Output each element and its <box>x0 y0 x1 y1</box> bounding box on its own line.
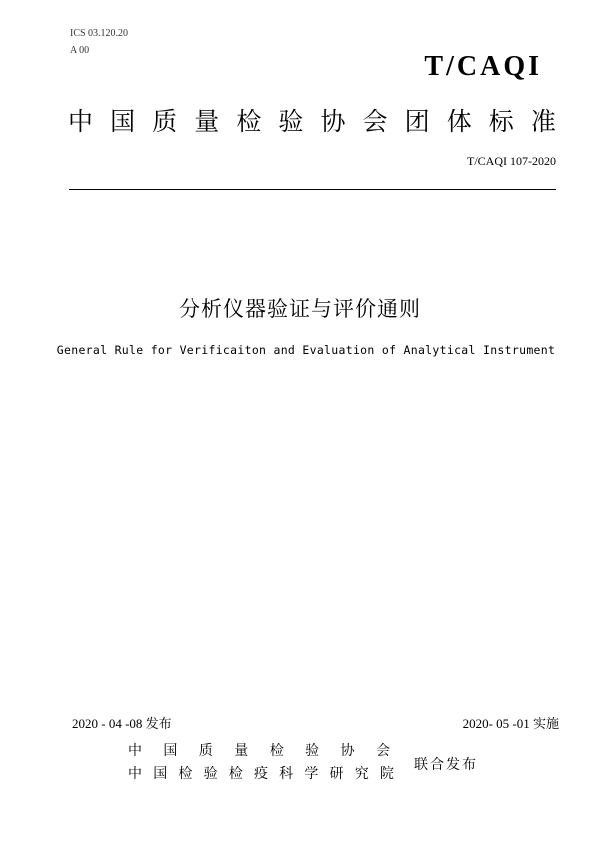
ccs-code: A 00 <box>70 45 90 56</box>
standard-type-char: 标 <box>488 107 514 136</box>
issuer-char: 中 <box>128 743 142 759</box>
standard-type-title <box>68 106 556 138</box>
issuer-char: 究 <box>354 766 369 782</box>
standard-type-char: 量 <box>194 107 220 136</box>
issuer-char: 会 <box>375 743 390 759</box>
issuer-char: 质 <box>198 743 213 759</box>
issuer-char: 科 <box>279 766 294 782</box>
standard-type-char: 验 <box>278 107 304 136</box>
standard-brand-logo: T/CAQI <box>424 51 542 82</box>
implementation-date: 2020- 05 -01 实施 <box>462 716 559 731</box>
header-divider <box>69 189 556 190</box>
standard-type-char: 质 <box>152 107 178 136</box>
issuer-char: 协 <box>340 743 355 759</box>
issuer-char: 中 <box>128 766 142 782</box>
issuer-char: 检 <box>228 766 243 782</box>
document-title-english: General Rule for Verificaiton and Evaluation of Analytical Instrument <box>56 343 556 357</box>
issuer-char: 验 <box>203 766 218 782</box>
issue-date: 2020 - 04 -08 发布 <box>72 716 172 731</box>
standard-type-char: 准 <box>530 107 556 136</box>
joint-publication-label: 联合发布 <box>414 757 478 773</box>
issuer-char: 量 <box>234 743 249 759</box>
issuer-caqi <box>128 741 390 761</box>
issuer-char: 疫 <box>253 766 268 782</box>
issuer-char: 验 <box>305 743 320 759</box>
standard-type-char: 检 <box>236 107 262 136</box>
standard-type-char: 中 <box>68 107 94 136</box>
issuer-char: 检 <box>178 766 193 782</box>
ics-code: ICS 03.120.20 <box>70 28 129 39</box>
standard-type-char: 体 <box>446 107 472 136</box>
issuer-caiq <box>128 764 394 784</box>
issuer-char: 国 <box>163 743 178 759</box>
standard-type-char: 团 <box>404 107 430 136</box>
issuer-char: 检 <box>269 743 284 759</box>
standard-type-char: 会 <box>362 107 388 136</box>
document-title-chinese: 分析仪器验证与评价通则 <box>179 297 421 321</box>
standard-type-char: 国 <box>110 107 136 136</box>
issuer-char: 国 <box>153 766 168 782</box>
issuer-char: 院 <box>379 766 394 782</box>
issuer-char: 学 <box>304 766 319 782</box>
standard-number: T/CAQI 107-2020 <box>467 154 556 168</box>
issuer-char: 研 <box>329 766 344 782</box>
standard-type-char: 协 <box>320 107 346 136</box>
